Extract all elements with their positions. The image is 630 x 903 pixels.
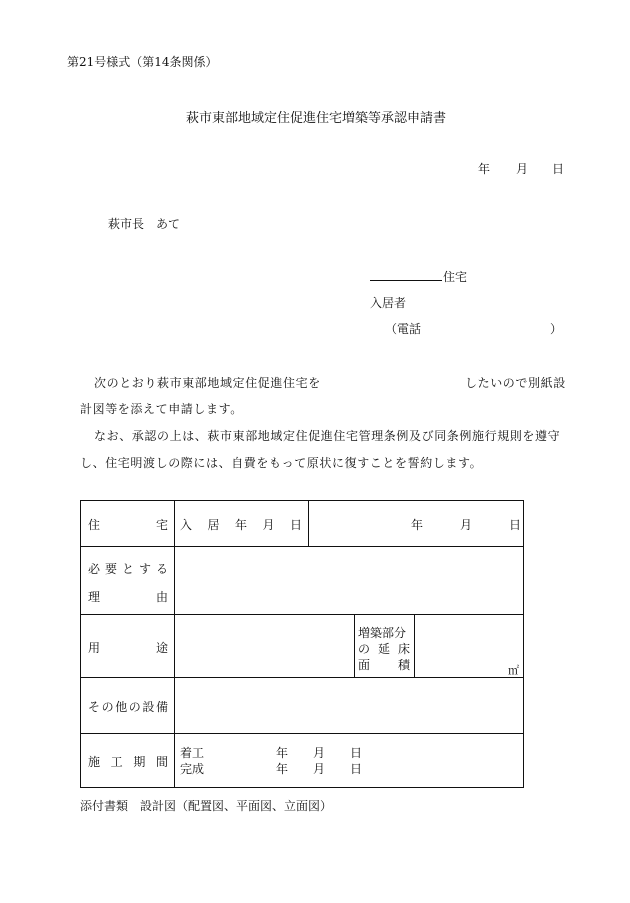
move-in-month: 月 [460,518,473,532]
purpose-char: 用 [88,641,101,655]
body-line-1-end: したいので別紙設 [465,376,566,390]
reason-label-line-1 [88,560,168,577]
start-day: 日 [350,746,363,760]
extension-char: 面 [358,658,371,672]
extension-label-line-1: 増築部分 [358,626,407,640]
move-in-label-char: 入 [180,518,193,532]
extension-label-line-3 [358,656,410,673]
reason-char: 由 [155,590,168,604]
start-month: 月 [313,746,326,760]
body-line-1-start: 次のとおり萩市東部地域定住促進住宅を [94,376,321,390]
date-year: 年 [478,162,491,176]
start-label: 着工 [180,746,205,760]
move-in-label-char: 年 [234,518,247,532]
construction-period-label [88,753,168,770]
reason-char: 要 [104,562,117,576]
reason-char: る [155,562,168,576]
extension-char: 延 [377,642,390,656]
period-char: 期 [133,755,146,769]
move-in-day: 日 [509,518,522,532]
other-char: 他 [115,700,128,714]
extension-char: 床 [397,642,410,656]
other-equipment-label [88,698,168,715]
table-line [414,614,415,678]
phone-close: ） [550,322,563,336]
complete-year: 年 [276,762,289,776]
table-line [80,787,524,788]
table-line [80,500,524,501]
reason-char: と [121,562,134,576]
reason-char: 必 [88,562,101,576]
complete-month: 月 [313,762,326,776]
area-unit: ㎡ [508,664,519,677]
residence-suffix: 住宅 [443,270,468,284]
residence-label-char: 宅 [155,518,168,532]
purpose-label [88,639,168,656]
form-title: 萩市東部地域定住促進住宅増築等承認申請書 [186,111,447,126]
table-line [80,500,81,788]
table-line [174,500,175,788]
move-in-label-char: 日 [289,518,302,532]
residence-underline [370,270,442,281]
period-char: 施 [88,755,101,769]
reason-char: 理 [88,590,101,604]
date-day: 日 [552,162,565,176]
complete-label: 完成 [180,762,205,776]
other-char: 設 [142,700,155,714]
start-year: 年 [276,746,289,760]
extension-char: の [358,642,371,656]
other-char: の [101,700,114,714]
period-char: 間 [155,755,168,769]
form-number: 第21号様式（第14条関係） [67,55,218,69]
table-line [80,614,524,615]
move-in-label [180,516,302,533]
other-char: 備 [155,700,168,714]
table-line [80,677,524,678]
residence-field [370,268,467,285]
table-line [308,500,309,547]
phone-open: （電話 [385,322,422,336]
reason-label-line-2 [88,588,168,605]
period-char: 工 [110,755,123,769]
move-in-year: 年 [411,518,424,532]
table-line [80,733,524,734]
residence-label [88,516,168,533]
date-month: 月 [516,162,529,176]
complete-day: 日 [350,762,363,776]
table-line [80,546,524,547]
addressee: 萩市長 あて [108,217,181,231]
body-line-3: なお、承認の上は、萩市東部地域定住促進住宅管理条例及び同条例施行規則を遵守 [94,429,561,443]
body-line-2: 計図等を添えて申請します。 [80,402,243,416]
attachment-note: 添付書類 設計図（配置図、平面図、立面図） [80,799,333,813]
body-line-4: し、住宅明渡しの際には、自費をもって原状に復すことを誓約します。 [80,456,483,470]
table-line [354,614,355,678]
resident-label: 入居者 [370,296,407,310]
move-in-label-char: 居 [207,518,220,532]
table-line [523,500,524,788]
move-in-label-char: 月 [262,518,275,532]
reason-char: す [138,562,151,576]
extension-label-line-2 [358,640,410,657]
extension-char: 積 [397,658,410,672]
residence-label-char: 住 [88,518,101,532]
other-char: そ [88,700,101,714]
purpose-char: 途 [155,641,168,655]
other-char: の [128,700,141,714]
